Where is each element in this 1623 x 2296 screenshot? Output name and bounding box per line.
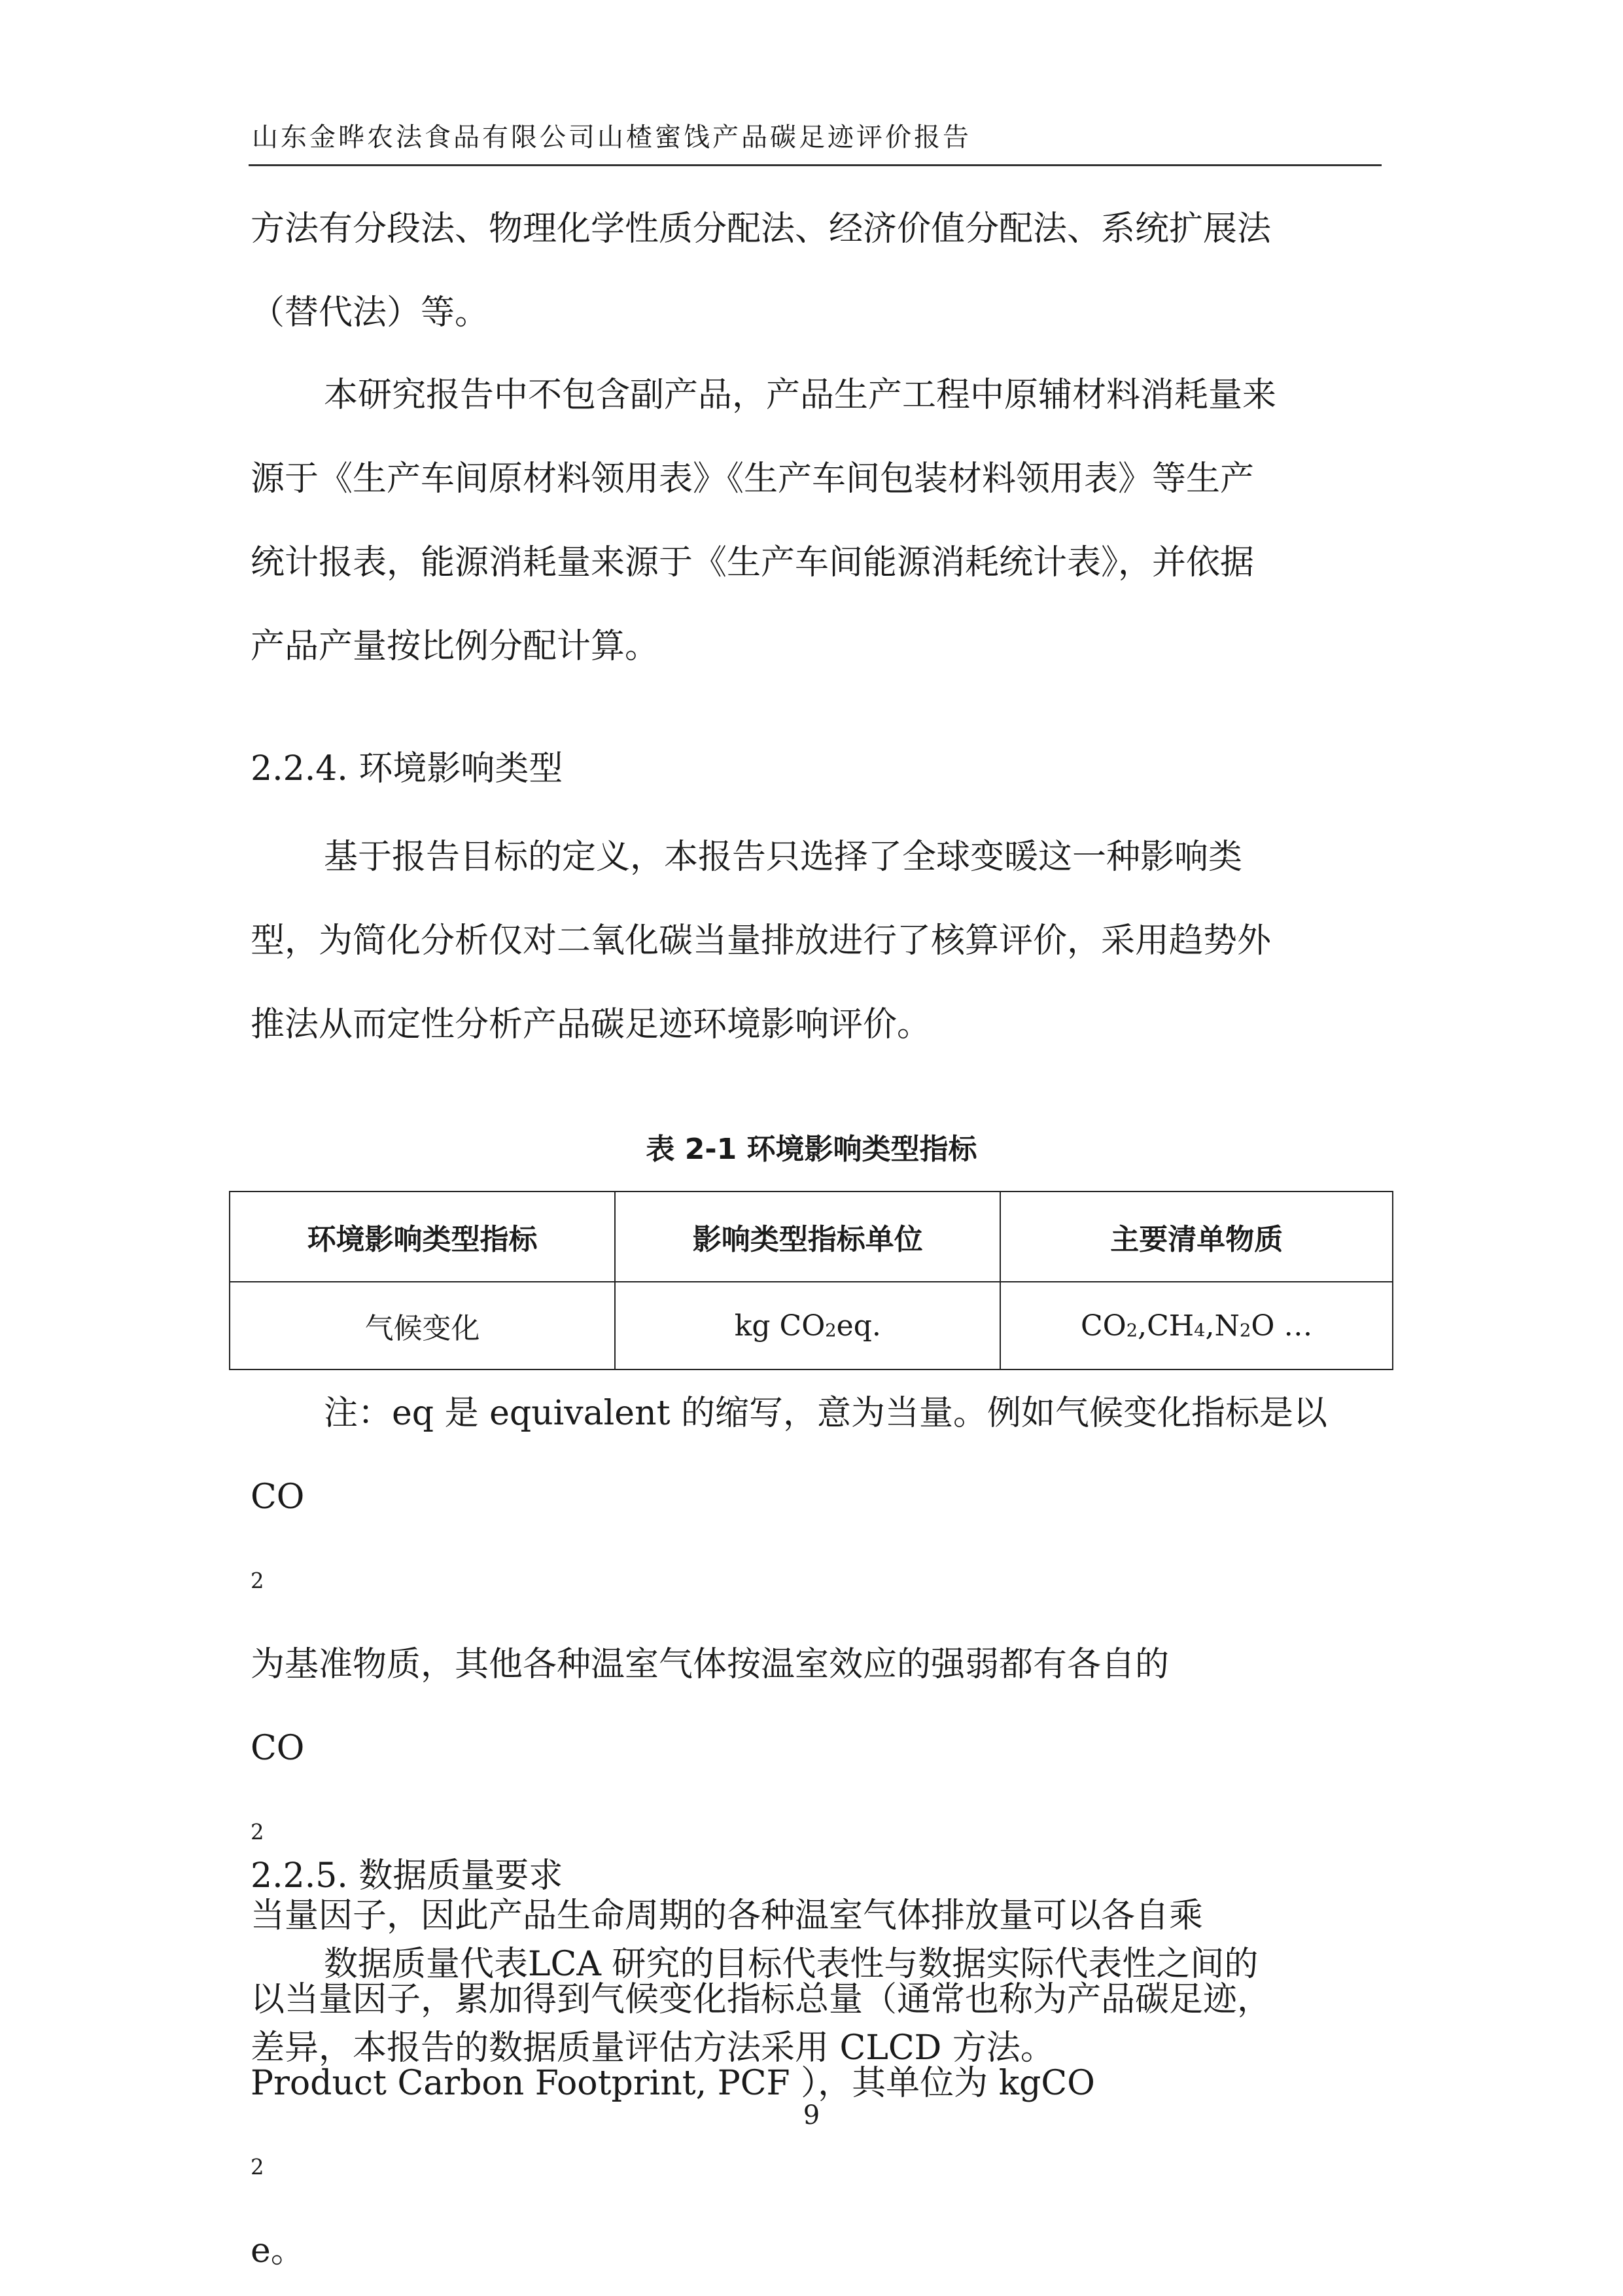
text-line: 型，为简化分析仅对二氧化碳当量排放进行了核算评价，采用趋势外 (251, 921, 1272, 961)
unit-text: kg CO (734, 1309, 826, 1343)
substances-cell (1000, 1282, 1393, 1369)
text-line: （替代法）等。 (251, 293, 489, 332)
paragraph-impact-type (251, 815, 1386, 1067)
substance-text: ,N (1205, 1309, 1240, 1343)
table-header-cell: 影响类型指标单位 (615, 1192, 1000, 1282)
table-row (230, 1282, 1393, 1369)
text-line: 本研究报告中不包含副产品，产品生产工程中原辅材料消耗量来 (324, 376, 1277, 415)
text-line (251, 1455, 1386, 1706)
text-line: 差异，本报告的数据质量评估方法采用 CLCD 方法。 (251, 2028, 1055, 2068)
paragraph-data-sources (251, 353, 1386, 688)
table-caption: 表 2-1 环境影响类型指标 (646, 1133, 977, 1166)
text-line: 产品产量按比例分配计算。 (251, 627, 659, 666)
substance-text: CO (1081, 1309, 1126, 1343)
text-line: 源于《生产车间原材料领用表》《生产车间包装材料领用表》等生产 (251, 459, 1255, 499)
subscript: 4 (1194, 1320, 1206, 1341)
text-line: 方法有分段法、物理化学性质分配法、经济价值分配法、系统扩展法 (251, 209, 1272, 249)
subscript: 2 (251, 1568, 264, 1593)
page-number: 9 (803, 2100, 820, 2130)
running-header: 山东金晔农法食品有限公司山楂蜜饯产品碳足迹评价报告 (252, 122, 971, 152)
substance-text: O … (1251, 1309, 1313, 1343)
section-heading-2-2-5: 2.2.5. 数据质量要求 (251, 1856, 563, 1896)
subscript: 2 (825, 1320, 837, 1341)
substance-text: ,CH (1138, 1309, 1195, 1343)
unit-text: eq. (836, 1309, 881, 1343)
text-run: 当量因子，因此产品生命周期的各种温室气体排放量可以各自乘 (251, 1896, 1204, 1935)
text-line (251, 1706, 1386, 1958)
subscript: 2 (251, 2155, 264, 2180)
text-run: 为基准物质，其他各种温室气体按温室效应的强弱都有各自的 (251, 1645, 1170, 1684)
unit-cell (615, 1282, 1000, 1369)
paragraph-note (251, 1371, 1386, 2293)
subscript: 2 (1126, 1320, 1138, 1341)
impact-indicator-table (229, 1191, 1393, 1370)
text-line: 数据质量代表LCA 研究的目标代表性与数据实际代表性之间的 (324, 1945, 1259, 1984)
header-rule (249, 164, 1382, 166)
text-line: 推法从而定性分析产品碳足迹环境影响评价。 (251, 1005, 932, 1044)
table-header-cell: 主要清单物质 (1000, 1192, 1393, 1282)
text-line: 注：eq 是 equivalent 的缩写，意为当量。例如气候变化指标是以 (324, 1394, 1328, 1433)
table-header-row (230, 1192, 1393, 1282)
text-run: Product Carbon Footprint, PCF ），其单位为 kgCO (251, 2064, 1095, 2103)
subscript: 2 (1240, 1320, 1251, 1341)
table-header-cell: 环境影响类型指标 (230, 1192, 615, 1282)
paragraph-data-quality (251, 1922, 1386, 2090)
text-line: 统计报表，能源消耗量来源于《生产车间能源消耗统计表》，并依据 (251, 543, 1255, 582)
text-line: 基于报告目标的定义，本报告只选择了全球变暖这一种影响类 (324, 838, 1243, 877)
subscript: 2 (251, 1820, 264, 1845)
text-run: CO (251, 1477, 305, 1517)
section-heading-2-2-4: 2.2.4. 环境影响类型 (251, 749, 563, 788)
text-run: CO (251, 1729, 305, 1768)
text-run: e。 (251, 2231, 305, 2270)
text-line: 以当量因子，累加得到气候变化指标总量（通常也称为产品碳足迹， (251, 1980, 1272, 2019)
indicator-cell: 气候变化 (230, 1282, 615, 1369)
paragraph-allocation-methods (251, 187, 1386, 355)
